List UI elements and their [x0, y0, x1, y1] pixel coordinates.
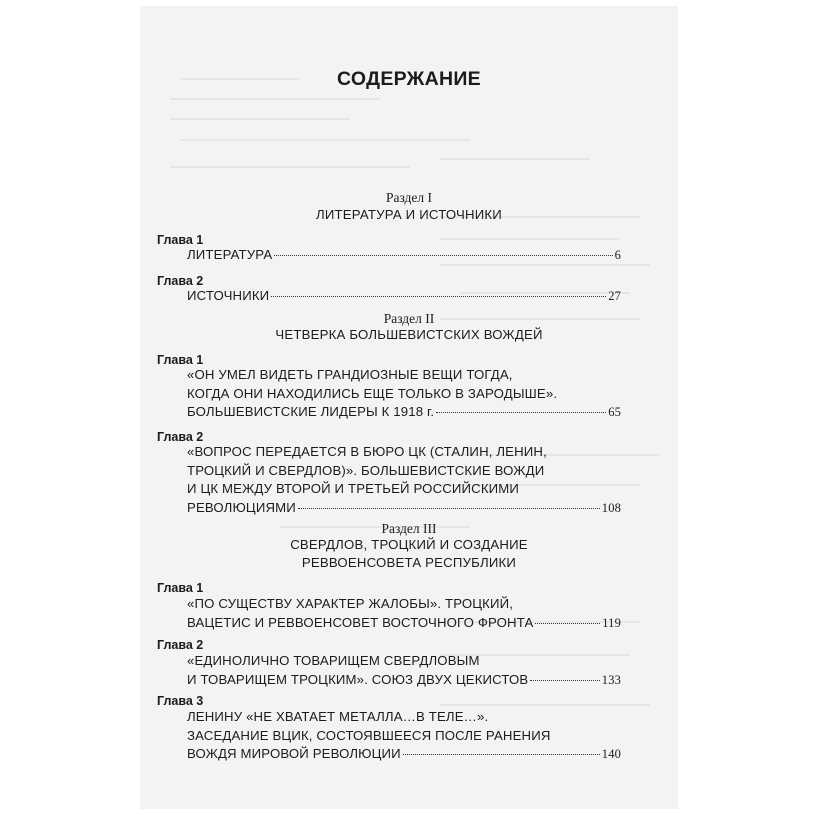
- toc-entry-last-line: [187, 246, 621, 265]
- dot-leader: [436, 412, 606, 413]
- chapter-label: Глава 1: [157, 353, 204, 367]
- page-number: 140: [601, 747, 621, 761]
- section-title-line: РЕВВОЕНСОВЕТА РЕСПУБЛИКИ: [301, 555, 517, 570]
- page-title: СОДЕРЖАНИЕ: [337, 68, 481, 90]
- toc-entry[interactable]: [187, 708, 621, 764]
- chapter-label: Глава 1: [157, 581, 204, 595]
- toc-entry-text: И ТОВАРИЩЕМ ТРОЦКИМ». СОЮЗ ДВУХ ЦЕКИСТОВ: [187, 671, 529, 687]
- toc-entry-line: ТРОЦКИЙ И СВЕРДЛОВ)». БОЛЬШЕВИСТСКИЕ ВОЖДИ: [187, 462, 545, 478]
- toc-entry-line: «ОН УМЕЛ ВИДЕТЬ ГРАНДИОЗНЫЕ ВЕЩИ ТОГДА,: [187, 367, 513, 382]
- dot-leader: [403, 754, 600, 755]
- dot-leader: [298, 508, 600, 509]
- chapter-label: Глава 2: [157, 274, 204, 288]
- toc-entry-text: ВОЖДЯ МИРОВОЙ РЕВОЛЮЦИИ: [187, 746, 401, 761]
- toc-entry[interactable]: [187, 246, 621, 265]
- section-title-line: ЧЕТВЕРКА БОЛЬШЕВИСТСКИХ ВОЖДЕЙ: [275, 327, 543, 342]
- toc-entry-line: ЛЕНИНУ «НЕ ХВАТАЕТ МЕТАЛЛА…В ТЕЛЕ…».: [187, 709, 489, 724]
- toc-entry-text: ВАЦЕТИС И РЕВВОЕНСОВЕТ ВОСТОЧНОГО ФРОНТА: [187, 614, 534, 630]
- section-1-label: Раздел I: [385, 190, 433, 205]
- toc-entry-line: И ЦК МЕЖДУ ВТОРОЙ И ТРЕТЬЕЙ РОССИЙСКИМИ: [187, 481, 520, 496]
- toc-entry-last-line: [187, 745, 621, 764]
- page-number: 65: [608, 405, 621, 419]
- toc-entry[interactable]: [187, 595, 621, 632]
- section-2-label: Раздел II: [383, 311, 435, 326]
- chapter-label: Глава 2: [157, 430, 204, 444]
- section-1-title: [140, 206, 678, 224]
- page-number: 27: [608, 289, 621, 303]
- section-2-title: [140, 326, 678, 344]
- section-title-line: ЛИТЕРАТУРА И ИСТОЧНИКИ: [316, 207, 502, 222]
- page-number: 108: [601, 500, 621, 515]
- toc-entry-text: РЕВОЛЮЦИЯМИ: [187, 499, 296, 515]
- toc-entry-line: «ВОПРОС ПЕРЕДАЕТСЯ В БЮРО ЦК (СТАЛИН, ЛЕНИН,: [187, 444, 547, 459]
- section-title-line: СВЕРДЛОВ, ТРОЦКИЙ И СОЗДАНИЕ: [290, 537, 528, 552]
- toc-entry-line: «ЕДИНОЛИЧНО ТОВАРИЩЕМ СВЕРДЛОВЫМ: [187, 653, 480, 668]
- dot-leader: [274, 255, 612, 256]
- chapter-label: Глава 2: [157, 638, 204, 652]
- toc-entry[interactable]: [187, 366, 621, 422]
- page-number: 6: [614, 248, 621, 262]
- toc-entry-line: «ПО СУЩЕСТВУ ХАРАКТЕР ЖАЛОБЫ». ТРОЦКИЙ,: [187, 596, 514, 611]
- toc-entry-last-line: [187, 499, 621, 518]
- book-page: [140, 6, 678, 809]
- dot-leader: [530, 680, 599, 681]
- section-3-label: Раздел III: [381, 521, 437, 536]
- section-3-title: [140, 536, 678, 572]
- dot-leader: [535, 623, 600, 624]
- toc-entry-line: КОГДА ОНИ НАХОДИЛИСЬ ЕЩЕ ТОЛЬКО В ЗАРОДЫШЕ».: [187, 385, 558, 401]
- toc-entry-text: БОЛЬШЕВИСТСКИЕ ЛИДЕРЫ К 1918 г.: [187, 404, 435, 419]
- toc-entry[interactable]: [187, 652, 621, 689]
- page-number: 133: [601, 672, 621, 687]
- toc-entry-last-line: [187, 287, 621, 306]
- toc-entry-text: ИСТОЧНИКИ: [187, 288, 270, 303]
- toc-entry[interactable]: [187, 443, 621, 517]
- toc-entry-last-line: [187, 614, 621, 633]
- dot-leader: [271, 296, 606, 297]
- toc-entry-last-line: [187, 403, 621, 422]
- toc-entry[interactable]: [187, 287, 621, 306]
- chapter-label: Глава 1: [157, 233, 204, 247]
- page-number: 119: [602, 615, 621, 630]
- chapter-label: Глава 3: [157, 694, 204, 708]
- toc-entry-line: ЗАСЕДАНИЕ ВЦИК, СОСТОЯВШЕЕСЯ ПОСЛЕ РАНЕНИЯ: [187, 727, 551, 743]
- toc-entry-last-line: [187, 671, 621, 690]
- toc-entry-text: ЛИТЕРАТУРА: [187, 247, 273, 262]
